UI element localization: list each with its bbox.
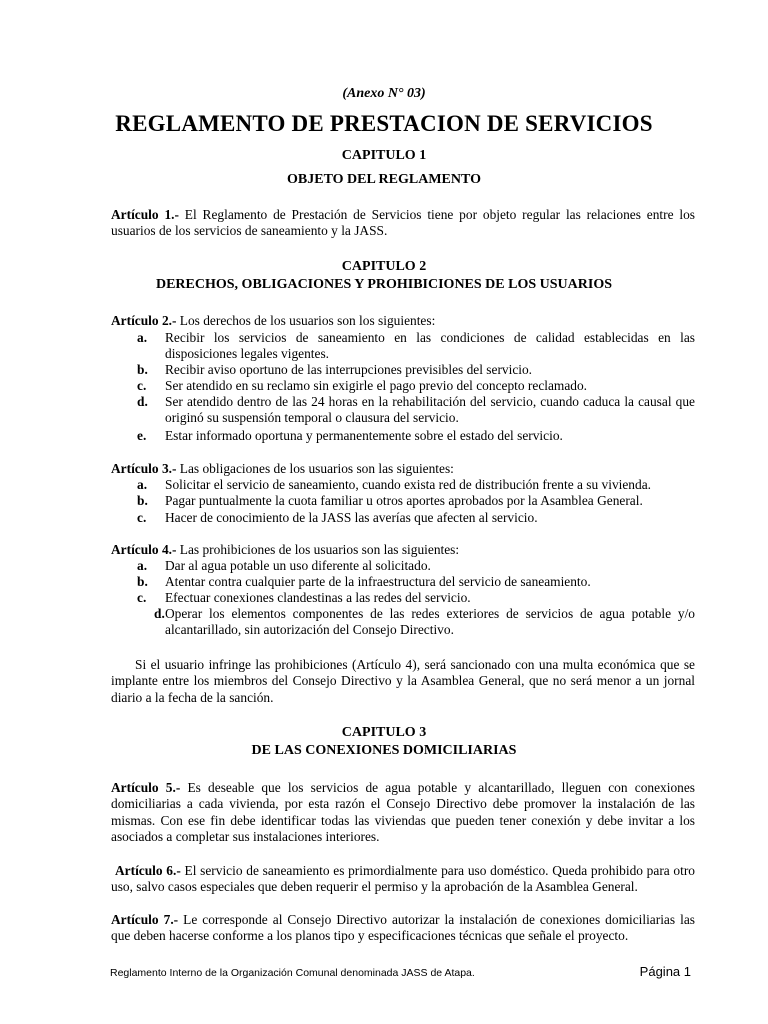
list-text: Atentar contra cualquier parte de la infraestructura del servicio de saneamiento. (165, 574, 591, 589)
list-text: Recibir los servicios de saneamiento en las condiciones de calidad establecidas en las disposiciones legales vigentes. (165, 330, 695, 362)
article-7-label: Artículo 7.- (111, 912, 179, 927)
list-item (137, 330, 695, 363)
list-item (137, 477, 695, 493)
article-1 (111, 207, 695, 240)
list-item (137, 590, 695, 606)
list-item (137, 510, 695, 526)
article-4-label: Artículo 4.- (111, 542, 177, 557)
list-item (137, 428, 695, 444)
list-item (137, 394, 695, 427)
list-item (137, 378, 695, 394)
article-3-label: Artículo 3.- (111, 461, 177, 476)
article-3 (111, 461, 695, 477)
article-2-label: Artículo 2.- (111, 313, 177, 328)
list-item (137, 362, 695, 378)
list-letter: a. (137, 477, 148, 492)
list-text: Recibir aviso oportuno de las interrupciones previsibles del servicio. (165, 362, 533, 377)
list-item (137, 606, 695, 639)
list-letter: b. (137, 574, 148, 589)
article-6-text: El servicio de saneamiento es primordialmente para uso doméstico. Queda prohibido para otro uso, salvo casos especiales que deben requerir el permiso y la aprobación de la Asamblea General. (111, 863, 696, 895)
article-5 (111, 780, 695, 846)
article-5-text: Es deseable que los servicios de agua potable y alcantarillado, lleguen con conexiones domiciliarias a cada vivienda, por esta razón el Consejo Directivo debe promover la instalación de las mismas. Con ese fin debe identificar todas las viviendas que pueden tener conexión y debe invitar a los asociados a completar sus instalaciones interiores. (111, 780, 695, 845)
chapter-1-number: CAPITULO 1 (341, 148, 427, 163)
list-text: Ser atendido dentro de las 24 horas en la rehabilitación del servicio, cuando caduca la causal que originó su suspensión temporal o clausura del servicio. (165, 394, 695, 426)
article-6-label: Artículo 6.- (115, 863, 181, 878)
footer-text: Reglamento Interno de la Organización Comunal denominada JASS de Atapa. (110, 967, 475, 979)
list-text: Solicitar el servicio de saneamiento, cuando exista red de distribución frente a su vivienda. (165, 477, 651, 492)
chapter-3-number: CAPITULO 3 (341, 725, 427, 740)
list-letter: b. (137, 362, 148, 377)
article-1-label: Artículo 1.- (111, 207, 179, 222)
article-2 (111, 313, 695, 329)
article-5-label: Artículo 5.- (111, 780, 181, 795)
sanction-paragraph: Si el usuario infringe las prohibiciones (Artículo 4), será sancionado con una multa económica que se implante entre los miembros del Consejo Directivo y la Asamblea General, que no será menor a un jornal diario a la fecha de la sanción. (111, 657, 695, 705)
chapter-2-number: CAPITULO 2 (341, 259, 427, 274)
list-item (137, 493, 695, 509)
article-2-text: Los derechos de los usuarios son los siguientes: (176, 313, 436, 328)
list-letter: c. (137, 510, 147, 525)
chapter-1-name: OBJETO DEL REGLAMENTO (287, 172, 481, 187)
page-number: Página 1 (639, 964, 691, 979)
list-letter: d. (154, 606, 165, 621)
list-letter: d. (137, 394, 148, 409)
chapter-3-name: DE LAS CONEXIONES DOMICILIARIAS (251, 743, 517, 758)
article-7-text: Le corresponde al Consejo Directivo autorizar la instalación de conexiones domiciliarias las que deben hacerse conforme a los planos tipo y especificaciones técnicas que señale el proyecto. (111, 912, 695, 944)
list-text: Ser atendido en su reclamo sin exigirle el pago previo del concepto reclamado. (165, 378, 588, 393)
chapter-2-name: DERECHOS, OBLIGACIONES Y PROHIBICIONES DE LOS USUARIOS (155, 277, 612, 292)
article-1-text: El Reglamento de Prestación de Servicios tiene por objeto regular las relaciones entre los usuarios de los servicios de saneamiento y la JASS. (111, 207, 695, 239)
list-letter: e. (137, 428, 147, 443)
article-6 (111, 863, 695, 896)
list-text: Operar los elementos componentes de las redes exteriores de servicios de agua potable y/o alcantarillado, sin autorización del Consejo Directivo. (165, 606, 695, 638)
article-3-text: Las obligaciones de los usuarios son las siguientes: (176, 461, 454, 476)
article-4 (111, 542, 695, 558)
list-item (137, 558, 695, 574)
list-letter: c. (137, 590, 147, 605)
document-title: REGLAMENTO DE PRESTACION DE SERVICIOS (115, 111, 653, 136)
list-text: Efectuar conexiones clandestinas a las redes del servicio. (165, 590, 471, 605)
list-letter: a. (137, 330, 148, 345)
list-letter: a. (137, 558, 148, 573)
list-text: Pagar puntualmente la cuota familiar u otros aportes aprobados por la Asamblea General. (165, 493, 643, 508)
article-4-text: Las prohibiciones de los usuarios son las siguientes: (176, 542, 460, 557)
list-letter: c. (137, 378, 147, 393)
list-item (137, 574, 695, 590)
list-text: Estar informado oportuna y permanentemente sobre el estado del servicio. (165, 428, 563, 443)
list-text: Dar al agua potable un uso diferente al solicitado. (165, 558, 431, 573)
article-7 (111, 912, 695, 945)
list-text: Hacer de conocimiento de la JASS las averías que afecten al servicio. (165, 510, 538, 525)
annex-label: (Anexo N° 03) (342, 86, 426, 101)
list-letter: b. (137, 493, 148, 508)
